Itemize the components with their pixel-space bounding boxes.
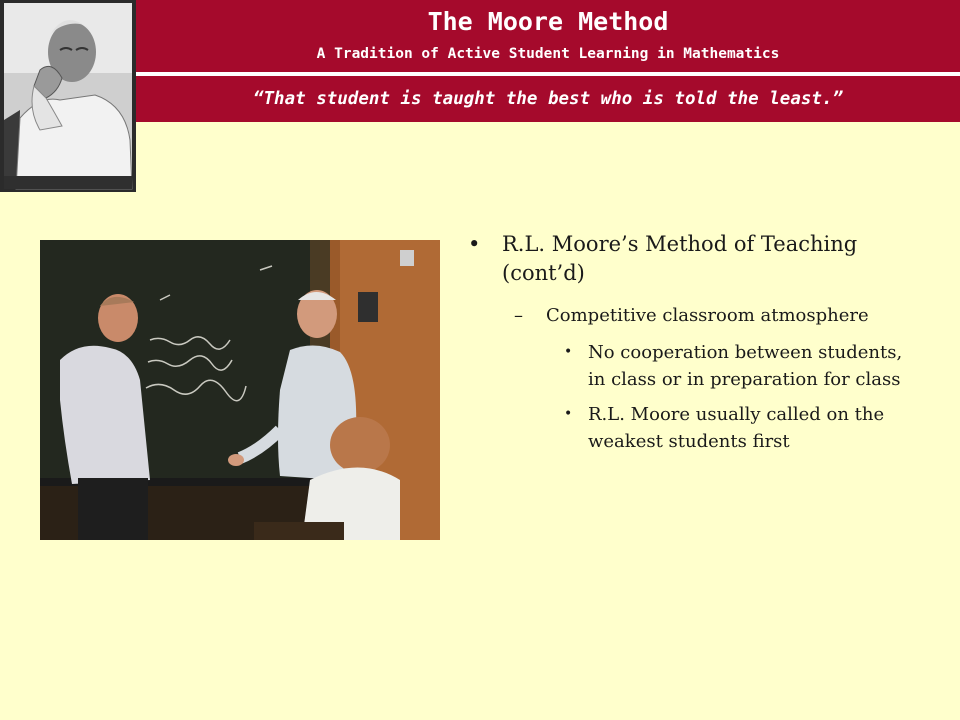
slide-content	[462, 230, 922, 463]
main-bullet-text: R.L. Moore’s Method of Teaching (cont’d)	[502, 232, 858, 285]
header	[136, 0, 960, 122]
bullet-level3	[462, 339, 922, 393]
dash-mark: –	[514, 305, 523, 326]
quote-text: “That student is taught the best who is told the least.”	[252, 89, 843, 109]
bullet-mark: •	[468, 232, 481, 256]
bullet-mark: •	[564, 344, 573, 360]
classroom-photo-icon	[40, 240, 440, 540]
sub-sub-bullet-text: No cooperation between students, in class or in preparation for class	[588, 342, 903, 390]
bullet-level2	[462, 302, 922, 329]
sub-bullet-text: Competitive classroom atmosphere	[546, 305, 869, 326]
bullet-mark: •	[564, 406, 573, 422]
bullet-level3	[462, 401, 922, 455]
slide-subtitle: A Tradition of Active Student Learning in Mathematics	[316, 46, 780, 62]
title-band	[136, 0, 960, 72]
slide-title: The Moore Method	[427, 7, 669, 36]
sub-sub-bullet-text: R.L. Moore usually called on the weakest students first	[588, 404, 885, 452]
quote-band	[136, 76, 960, 122]
portrait-photo-icon	[0, 0, 136, 192]
bullet-level1	[462, 230, 922, 288]
